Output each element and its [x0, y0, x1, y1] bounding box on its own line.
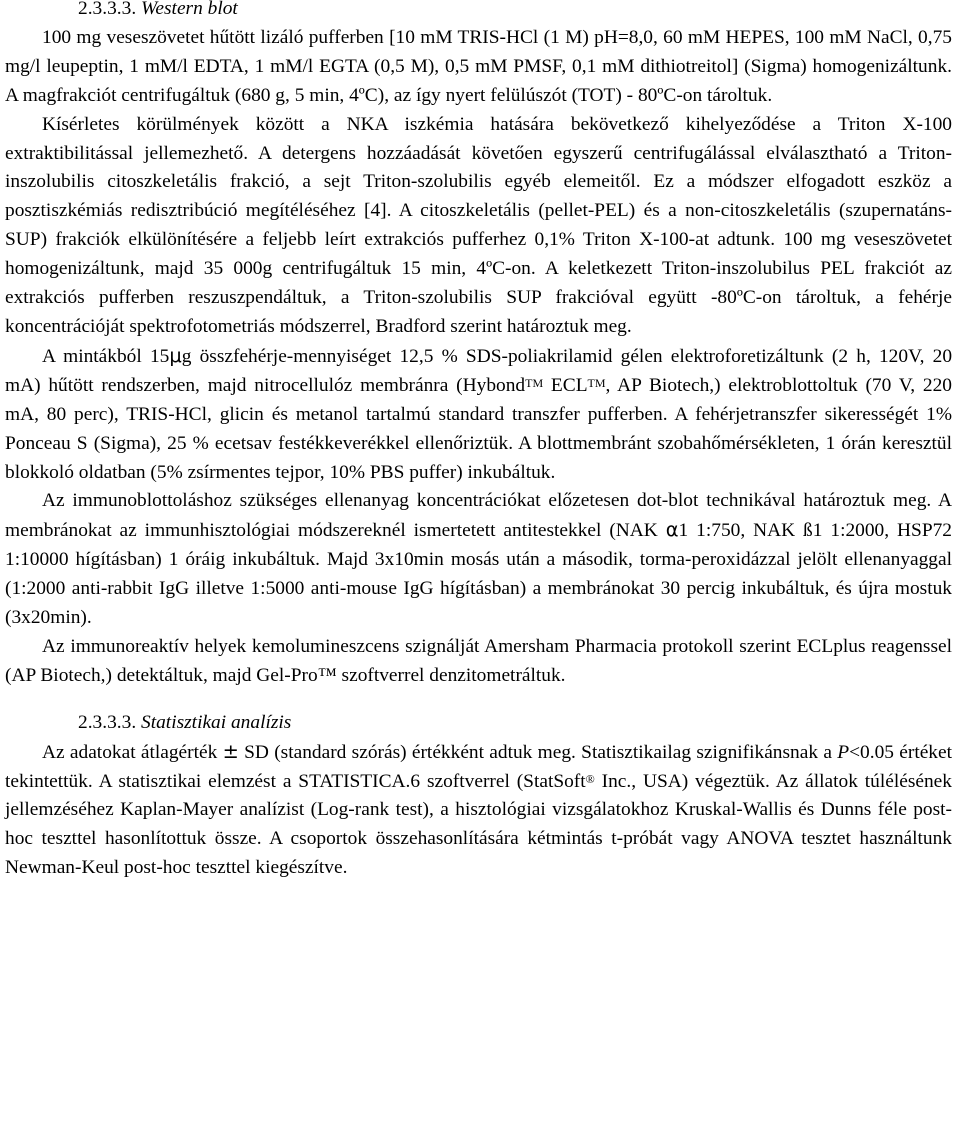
paragraph-text: SD (standard szórás) értékként adtuk meg. Statisztikailag szignifikánsnak a [238, 741, 838, 763]
paragraph-text: g összfehérje-mennyiséget 12,5 % SDS-poliakrilamid gélen elektroforetizáltunk (2 h, 120V, 20 mA) hűtött rendszerben, majd nitrocellulóz membránra (Hybond [5, 345, 953, 396]
alpha-symbol: α [665, 518, 679, 542]
paragraph-triton-extraction [5, 111, 952, 342]
registered-superscript: ® [585, 771, 595, 786]
paragraph-lysis [5, 24, 952, 111]
paragraph-text: Inc., USA) végeztük. Az állatok túlélésének jellemzéséhez Kaplan-Mayer analízist (Log-rank test), a hisztológiai vizsgálatokhoz Kruskal-Wallis és Dunns féle post-hoc teszttel hasonlítottuk össze. A csoportok összehasonlítására kétmintás t-próbát vagy ANOVA tesztet használtunk Newman-Keul post-hoc teszttel kiegészítve. [5, 770, 952, 879]
paragraph-statistics [5, 738, 952, 884]
paragraph-text: Az immunoreaktív helyek kemolumineszcens szignálját Amersham Pharmacia protokoll szerint ECLplus reagenssel (AP Biotech,) detektáltuk, majd Gel-Pro™ szoftverrel denzitometráltuk. [5, 635, 952, 686]
paragraph-electrophoresis [5, 342, 952, 488]
section-heading-statistics [5, 709, 952, 738]
paragraph-text: , AP Biotech,) elektroblottoltuk (70 V, 220 mA, 80 perc), TRIS-HCl, glicin és metanol tartalmú standard transzfer pufferben. A fehérjetranszfer sikerességét 1% Ponceau S (Sigma), 25 % ecetsav festékkeverékkel ellenőriztük. A blottmembránt szobahőmérsékleten, 1 órán keresztül blokkoló oldatban (5% zsírmentes tejpor, 10% PBS puffer) inkubáltuk. [5, 374, 952, 483]
paragraph-text: Az adatokat átlagérték [42, 741, 223, 763]
paragraph-text: ECL [543, 374, 588, 396]
section-heading-western-blot [5, 0, 952, 24]
paragraph-text: Kísérletes körülmények között a NKA iszkémia hatására bekövetkező kihelyeződése a Triton X-100 extraktibilitással jellemezhető. A detergens hozzáadását követően egyszerű centrifugálással elválasztható a Triton-inszolubilis citoszkeletális frakció, a sejt Triton-szolubilis egyéb elemeitől. Ez a módszer elfogadott eszköz a posztiszkémiás redisztribúció megítéléséhez [4]. A citoszkeletális (pellet-PEL) és a non-citoszkeletális (szupernatáns-SUP) frakciók elkülönítésére a feljebb leírt extrakciós pufferhez 0,1% Triton X-100-at adtunk. 100 mg veseszövetet homogenizáltunk, majd 35 000g centrifugáltuk 15 min, 4ºC-on. A keletkezett Triton-inszolubilus PEL frakciót az extrakciós pufferben reszuszpendáltuk, a Triton-szolubilis SUP frakcióval együtt -80ºC-on tároltuk, a fehérje koncentrációját spektrofotometriás módszerrel, Bradford szerint határoztuk meg. [5, 113, 952, 337]
paragraph-text: A mintákból 15 [42, 345, 170, 367]
paragraph-text: <0.05 értéket tekintettük. A statisztikai elemzést a STATISTICA.6 szoftverrel (StatSoft [5, 741, 952, 792]
p-value-symbol: P [837, 741, 850, 763]
paragraph-chemiluminescence [5, 633, 952, 691]
trademark-superscript: TM [587, 375, 606, 390]
paragraph-text: 100 mg veseszövetet hűtött lizáló pufferben [10 mM TRIS-HCl (1 M) pH=8,0, 60 mM HEPES, 100 mM NaCl, 0,75 mg/l leupeptin, 1 mM/l EDTA, 1 mM/l EGTA (0,5 M), 0,5 mM PMSF, 0,1 mM dithiotreitol] (Sigma) homogenizáltunk. A magfrakciót centrifugáltuk (680 g, 5 min, 4ºC), az így nyert felülúszót (TOT) - 80ºC-on tároltuk. [5, 26, 952, 106]
mu-symbol: μ [169, 343, 182, 367]
plus-minus-symbol: ± [222, 739, 239, 763]
paragraph-immunoblotting [5, 487, 952, 633]
paragraph-text: 1 1:750, NAK ß1 1:2000, HSP72 1:10000 hígításban) 1 óráig inkubáltuk. Majd 3x10min mosás után a második, torma-peroxidázzal jelölt ellenanyaggal (1:2000 anti-rabbit IgG illetve 1:5000 anti-mouse IgG hígításban) a membránokat 30 percig inkubáltuk, és újra mostuk (3x20min). [5, 520, 952, 629]
section-title: Western blot [141, 0, 238, 19]
section-number: 2.3.3.3. [78, 0, 137, 19]
trademark-superscript: TM [525, 375, 544, 390]
paragraph-text: Az immunoblottoláshoz szükséges ellenanyag koncentrációkat előzetesen dot-blot technikával határoztuk meg. A membránokat az immunhisztológiai módszereknél ismertetett antitestekkel (NAK [5, 490, 952, 542]
section-title: Statisztikai analízis [141, 711, 292, 733]
document-page [5, 0, 952, 883]
section-number: 2.3.3.3. [78, 711, 137, 733]
